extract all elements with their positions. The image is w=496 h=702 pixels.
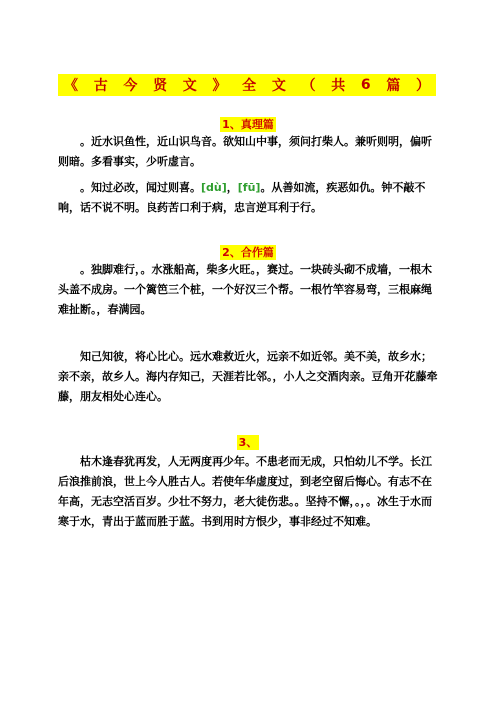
- paragraph-truth-2: [58, 178, 440, 218]
- section-heading-truth: [0, 113, 496, 129]
- pinyin-annotation: [fū]: [237, 181, 261, 194]
- paragraph-truth-1: 。近水识鱼性，近山识鸟音。欲知山中事，须问打柴人。兼听则明，偏听则暗。多看事实，少听虚言。: [58, 135, 432, 168]
- title-char: 文: [271, 78, 286, 94]
- title-char: ）: [416, 78, 430, 94]
- paragraph-cooperation-2: 知己知彼，将心比心。远水难救近火，远亲不如近邻。美不美，故乡水；亲不亲，故乡人。海内存知己，天涯若比邻。，小人之交酒肉亲。豆角开花藤牵藤，朋友相处心连心。: [58, 350, 438, 403]
- paragraph-section3-1: 枯木逢春犹再发，人无两度再少年。不患老而无成，只怕幼儿不学。长江后浪推前浪，世上今人胜古人。若使年华虚度过，到老空留后悔心。有志不在年高，无志空活百岁。少壮不努力，老大徒伤悲。。坚持不懈，。，。冰生于水而寒于水，青出于蓝而胜于蓝。书到用时方恨少，事非经过不知难。: [58, 455, 432, 528]
- title-char: 《: [64, 78, 78, 94]
- section-heading-label: 1、真理篇: [222, 118, 274, 131]
- title-char: 篇: [386, 78, 401, 94]
- document-title: [58, 74, 436, 96]
- pinyin-annotation: [dù]: [201, 181, 227, 194]
- paragraph-text: 。从善如流，疾恶如仇。钟不敲不响，话不说不明。良药苦口利于病，忠言逆耳利于行。: [58, 181, 426, 214]
- title-char: 共: [331, 78, 346, 94]
- title-char: 文: [182, 78, 197, 94]
- section-heading-label: 3、: [238, 436, 258, 449]
- paragraph-text: 。知过必改，闻过则喜。: [80, 181, 201, 194]
- title-char: 今: [123, 78, 138, 94]
- paragraph-text: ，: [226, 181, 238, 194]
- title-char: 6: [360, 77, 371, 93]
- section-heading-3: [0, 431, 496, 447]
- title-char: 》: [212, 78, 227, 94]
- title-char: 古: [93, 78, 108, 94]
- title-char: 全: [242, 78, 257, 94]
- title-char: 贤: [153, 78, 168, 94]
- section-heading-cooperation: [0, 241, 496, 257]
- section-heading-label: 2、合作篇: [222, 246, 274, 259]
- paragraph-cooperation-1: 。独脚难行，。水涨船高，柴多火旺。，赛过。一块砖头砌不成墙，一根木头盖不成房。一个篱笆三个桩，一个好汉三个帮。一根竹竿容易弯，三根麻绳难扯断。，春满园。: [58, 263, 432, 316]
- title-char: （: [301, 78, 316, 94]
